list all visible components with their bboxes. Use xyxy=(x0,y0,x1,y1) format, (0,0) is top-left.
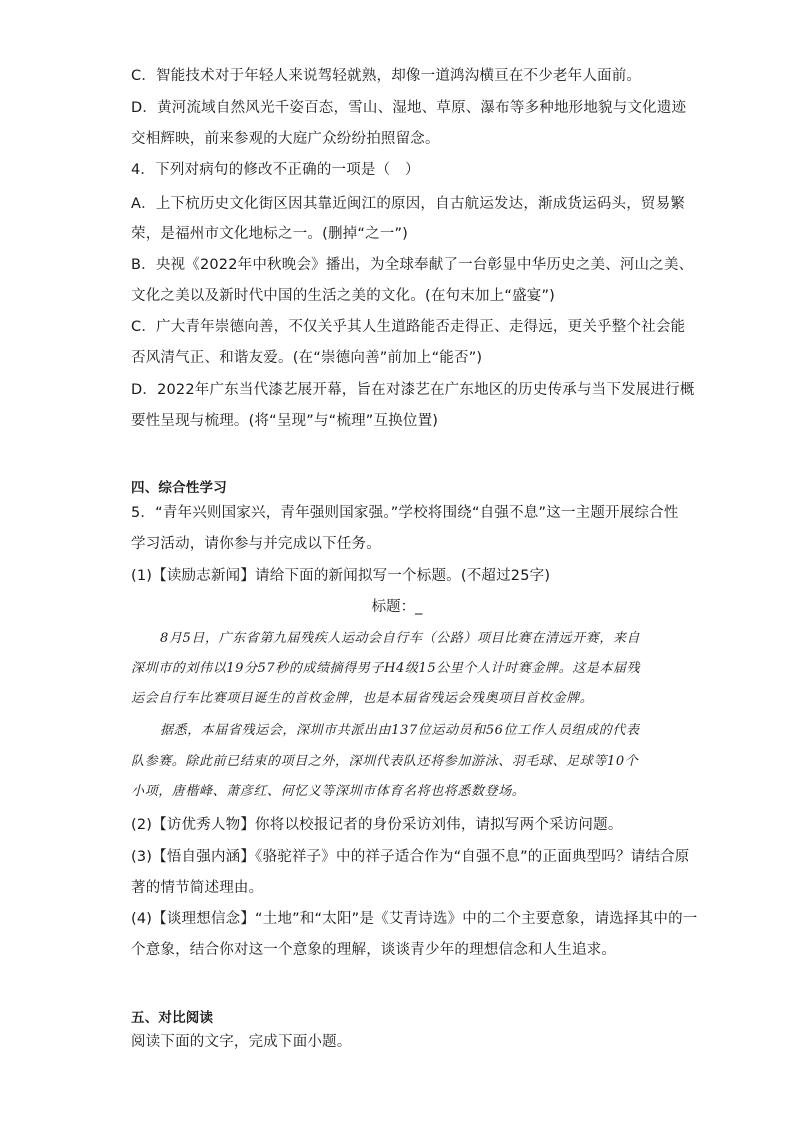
option-c-text: C．智能技术对于年轻人来说驾轻就熟，却像一道鸿沟横亘在不少老年人面前。 xyxy=(131,68,642,84)
task-3-prompt-line1: (3)【悟自强内涵】《骆驼祥子》中的祥子适合作为“自强不息”的正面典型吗？请结合原 xyxy=(131,849,690,865)
news-paragraph2-line2: 队参赛。除此前已结束的项目之外，深圳代表队还将参加游泳、羽毛球、足球等10个 xyxy=(131,754,639,769)
question-4-stem: 4．下列对病句的修改不正确的一项是（ ） xyxy=(131,162,420,178)
q4-option-a-line1: A．上下杭历史文化街区因其靠近闽江的原因，自古航运发达，渐成货运码头，贸易繁 xyxy=(131,196,686,212)
task-3-prompt-line2: 著的情节简述理由。 xyxy=(131,880,264,896)
option-d-text-line1: D．黄河流域自然风光千姿百态，雪山、湿地、草原、瀑布等多种地形地貌与文化遗迹 xyxy=(131,100,687,116)
q4-option-c-line1: C．广大青年崇德向善，不仅关乎其人生道路能否走得正、走得远，更关乎整个社会能 xyxy=(131,319,686,335)
question-5-stem-line2: 学习活动，请你参与并完成以下任务。 xyxy=(131,536,381,552)
news-paragraph1-line1: 8月5日，广东省第九届残疾人运动会自行车（公路）项目比赛在清远开赛，来自 xyxy=(160,631,641,646)
news-paragraph1-line3: 运会自行车比赛项目诞生的首枚金牌，也是本届省残运会残奥项目首枚金牌。 xyxy=(131,691,594,706)
q4-option-d-line2: 要性呈现与梳理。(将“呈现”与“梳理”互换位置) xyxy=(131,413,439,429)
task-4-prompt-line2: 个意象，结合你对这一个意象的理解，谈谈青少年的理想信念和人生追求。 xyxy=(131,942,617,958)
option-d-text-line2: 交相辉映，前来参观的大庭广众纷纷拍照留念。 xyxy=(131,131,440,147)
q4-option-d-line1: D．2022年广东当代漆艺展开幕，旨在对漆艺在广东地区的历史传承与当下发展进行概 xyxy=(131,382,695,398)
q4-option-c-line2: 否风清气正、和谐友爱。(在“崇德向善”前加上“能否”) xyxy=(131,350,483,366)
q4-option-b-line1: B．央视《2022年中秋晚会》播出，为全球奉献了一台彰显中华历史之美、河山之美、 xyxy=(131,257,694,273)
task-2-prompt: (2)【访优秀人物】你将以校报记者的身份采访刘伟，请拟写两个采访问题。 xyxy=(131,817,623,833)
news-paragraph2-line1: 据悉，本届省残运会，深圳市共派出由137位运动员和56位工作人员组成的代表 xyxy=(160,723,640,738)
news-title-blank: 标题：_ xyxy=(371,599,423,615)
q4-option-a-line2: 荣，是福州市文化地标之一。(删掉“之一”) xyxy=(131,226,409,242)
section-5-instruction: 阅读下面的文字，完成下面小题。 xyxy=(131,1034,352,1050)
news-paragraph2-line3: 小项，唐楷峰、萧彦红、何忆义等深圳市体育名将也将悉数登场。 xyxy=(131,784,526,799)
news-paragraph1-line2: 深圳市的刘伟以19分57秒的成绩摘得男子H4级15公里个人计时赛金牌。这是本届残 xyxy=(131,661,641,676)
section-5-heading: 五、对比阅读 xyxy=(131,1010,214,1026)
q4-option-b-line2: 文化之美以及新时代中国的生活之美的文化。(在句末加上“盛宴”) xyxy=(131,288,556,304)
section-4-heading: 四、综合性学习 xyxy=(131,480,227,496)
question-5-stem-line1: 5．“青年兴则国家兴，青年强则国家强。”学校将围绕“自强不息”这一主题开展综合性 xyxy=(131,505,679,521)
task-4-prompt-line1: (4)【谈理想信念】“土地”和“太阳”是《艾青诗选》中的二个主要意象，请选择其中的一 xyxy=(131,911,698,927)
task-1-prompt: (1)【读励志新闻】请给下面的新闻拟写一个标题。(不超过25字) xyxy=(131,568,551,584)
